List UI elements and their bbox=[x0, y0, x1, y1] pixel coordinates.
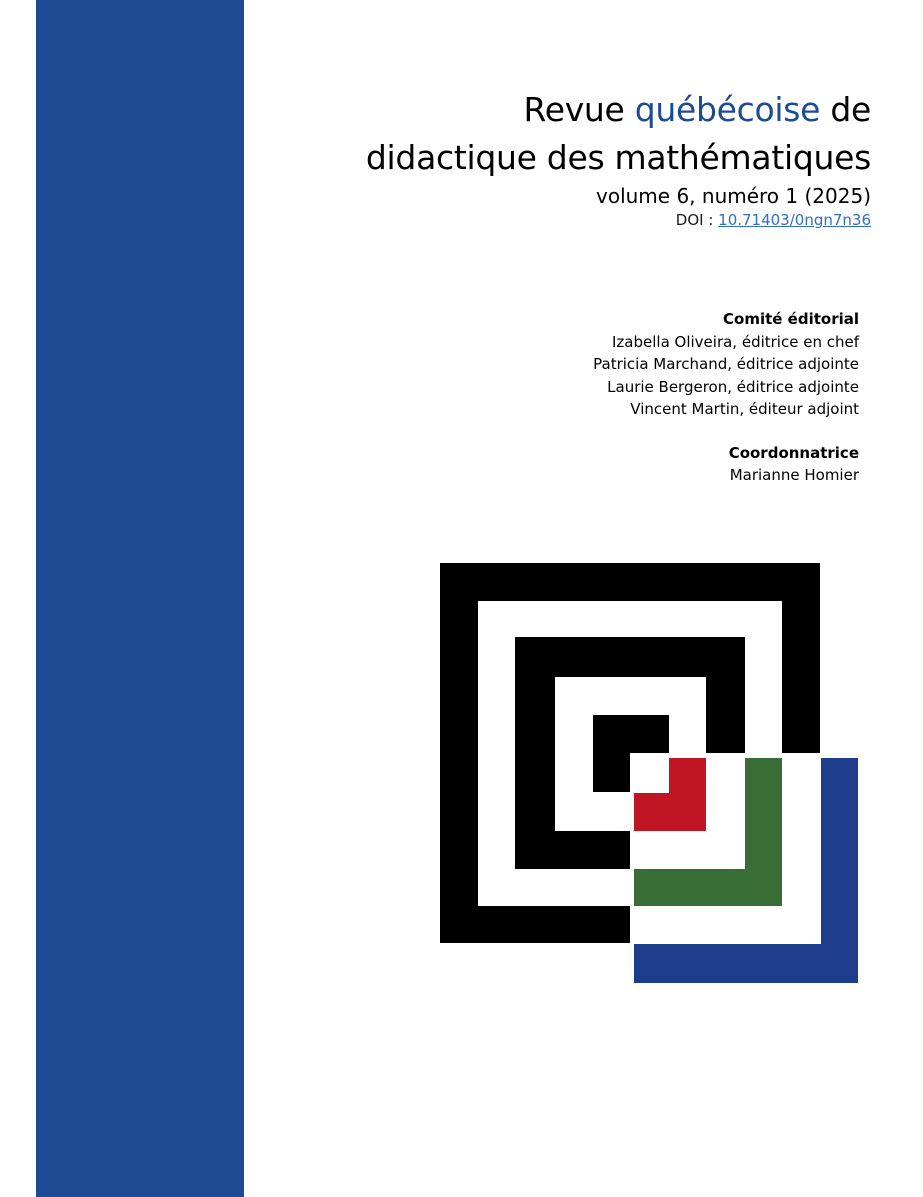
nested-square-spiral-logo bbox=[440, 563, 860, 984]
logo-inner-black-frame bbox=[593, 715, 669, 792]
coordination-heading: Coordonnatrice bbox=[728, 443, 859, 462]
committee-member: Patricia Marchand, éditrice adjointe bbox=[593, 355, 859, 373]
title-text-part-1: Revue bbox=[523, 90, 635, 129]
journal-title-line-2: didactique des mathématiques bbox=[365, 138, 871, 177]
committee-member: Vincent Martin, éditeur adjoint bbox=[630, 400, 859, 418]
coordinator-name: Marianne Homier bbox=[729, 466, 859, 484]
committee-member: Izabella Oliveira, éditrice en chef bbox=[612, 332, 859, 351]
committee-member: Laurie Bergeron, éditrice adjointe bbox=[607, 377, 859, 396]
side-color-band bbox=[36, 0, 244, 1197]
title-accent-word: québécoise bbox=[634, 90, 821, 129]
title-text-part-2: de bbox=[820, 90, 871, 129]
logo-green-corner bbox=[634, 758, 782, 906]
logo-red-corner bbox=[634, 758, 706, 831]
doi-label: DOI : bbox=[675, 211, 719, 229]
journal-title-line-1 bbox=[366, 86, 871, 134]
editorial-info bbox=[593, 308, 859, 487]
volume-issue: volume 6, numéro 1 (2025) bbox=[596, 184, 871, 208]
journal-header bbox=[366, 86, 871, 230]
doi-line bbox=[366, 210, 871, 230]
doi-link[interactable]: 10.71403/0ngn7n36 bbox=[718, 211, 871, 229]
committee-heading: Comité éditorial bbox=[723, 310, 859, 328]
